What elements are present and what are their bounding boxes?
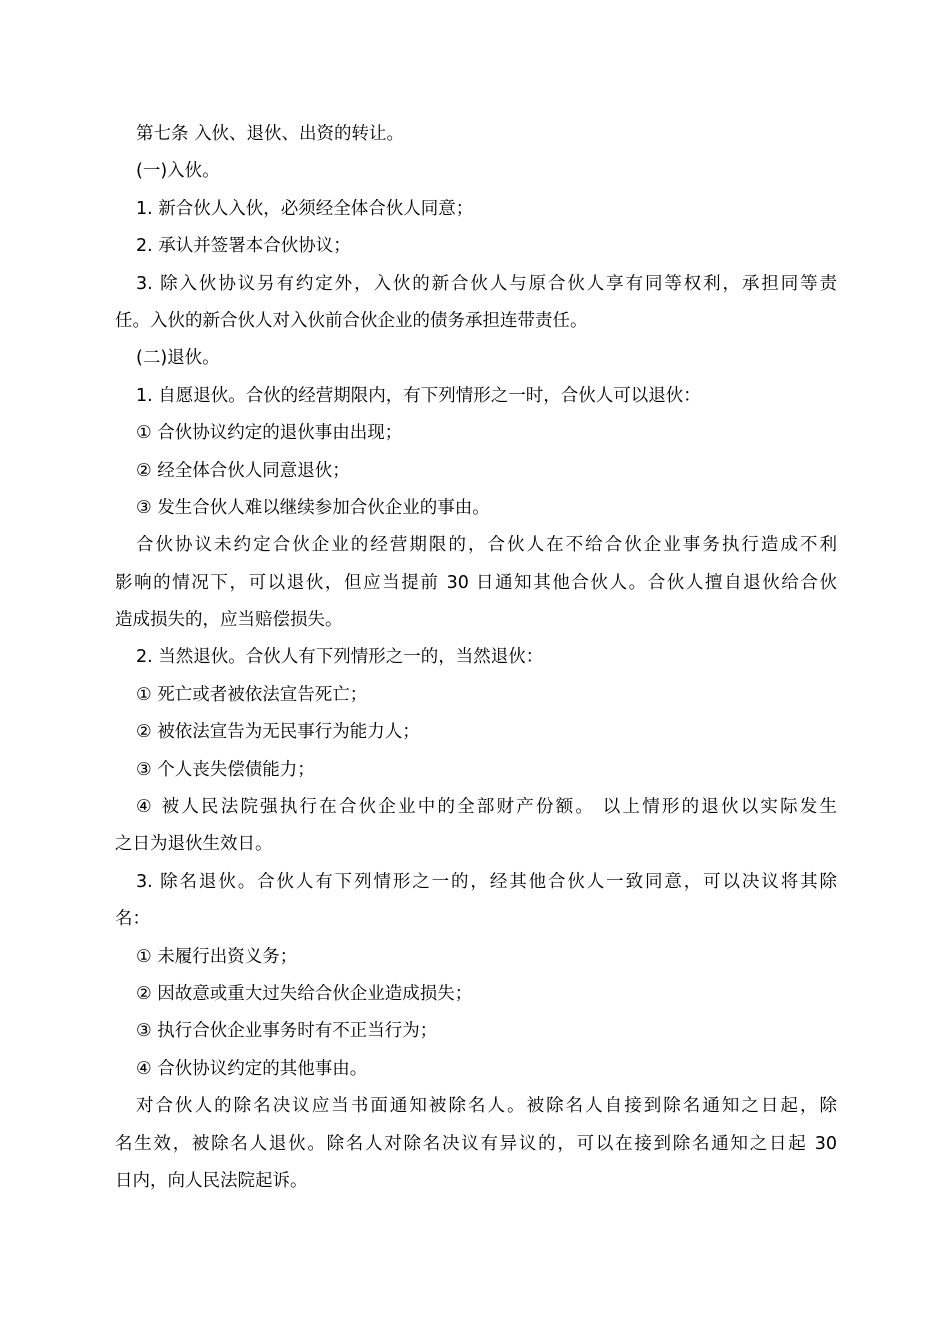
text-line: 第七条 入伙、退伙、出资的转让。 (136, 124, 405, 144)
text-line: 1. 自愿退伙。合伙的经营期限内，有下列情形之一时，合伙人可以退伙： (136, 385, 701, 406)
text-line: ① 未履行出资义务； (136, 946, 298, 967)
text-line: ④ 被人民法院强执行在合伙企业中的全部财产份额。 以上情形的退伙以实际发生 (136, 797, 837, 818)
text-line: (一)入伙。 (136, 161, 220, 182)
text-line: ② 被依法宣告为无民事行为能力人； (136, 722, 420, 743)
text-line: 造成损失的，应当赔偿损失。 (115, 610, 343, 631)
text-line: ③ 个人丧失偿债能力； (136, 759, 315, 780)
text-line: 合伙协议未约定合伙企业的经营期限的，合伙人在不给合伙企业事务执行造成不利 (136, 535, 837, 556)
text-line: 名： (115, 909, 150, 930)
text-line: 对合伙人的除名决议应当书面通知被除名人。被除名人自接到除名通知之日起，除 (136, 1096, 837, 1117)
text-line: 3. 除入伙协议另有约定外，入伙的新合伙人与原合伙人享有同等权利，承担同等责 (136, 273, 837, 294)
text-line: ② 经全体合伙人同意退伙； (136, 460, 350, 481)
text-line: ① 死亡或者被依法宣告死亡； (136, 684, 368, 705)
text-line: ③ 执行合伙企业事务时有不正当行为； (136, 1021, 438, 1042)
text-line: 名生效，被除名人退伙。除名人对除名决议有异议的，可以在接到除名通知之日起 30 (115, 1133, 837, 1154)
text-line: 任。入伙的新合伙人对入伙前合伙企业的债务承担连带责任。 (115, 310, 588, 331)
text-line: ① 合伙协议约定的退伙事由出现； (136, 423, 403, 444)
text-line: 影响的情况下，可以退伙，但应当提前 30 日通知其他合伙人。合伙人擅自退伙给合伙 (115, 572, 837, 593)
text-line: 2. 当然退伙。合伙人有下列情形之一的，当然退伙： (136, 647, 544, 668)
document-body (115, 116, 837, 1200)
text-line: 之日为退伙生效日。 (115, 834, 273, 855)
text-line: 日内，向人民法院起诉。 (115, 1170, 308, 1191)
text-line: ② 因故意或重大过失给合伙企业造成损失； (136, 983, 473, 1004)
text-line: ④ 合伙协议约定的其他事由。 (136, 1058, 368, 1079)
text-line: 3. 除名退伙。合伙人有下列情形之一的，经其他合伙人一致同意，可以决议将其除 (136, 871, 837, 892)
text-line: 2. 承认并签署本合伙协议； (136, 236, 351, 257)
text-line: 1. 新合伙人入伙，必须经全体合伙人同意； (136, 198, 474, 219)
text-line: (二)退伙。 (136, 348, 220, 369)
text-line: ③ 发生合伙人难以继续参加合伙企业的事由。 (136, 497, 490, 518)
